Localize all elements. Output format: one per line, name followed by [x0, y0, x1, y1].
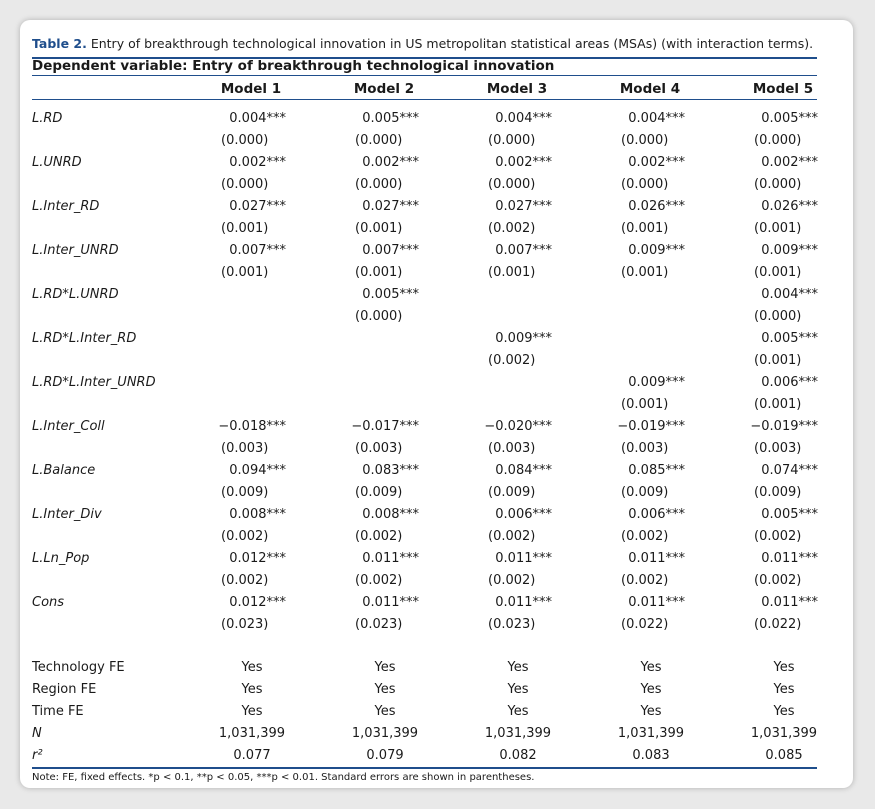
stat-cell: Yes — [640, 704, 662, 719]
std-error-cell: (0.000) — [355, 133, 403, 148]
std-error-cell: (0.002) — [488, 353, 536, 368]
std-error-cell: (0.009) — [621, 485, 669, 500]
std-error-cell: (0.009) — [754, 485, 802, 500]
std-error-cell: (0.023) — [355, 617, 403, 632]
header-rule — [32, 75, 817, 76]
std-error-cell: (0.009) — [488, 485, 536, 500]
coefficient-cell: 0.002*** — [628, 155, 685, 170]
stat-cell: Yes — [507, 704, 529, 719]
table-card — [20, 20, 853, 788]
row-label: L.Balance — [32, 463, 96, 478]
coefficient-cell: 0.005*** — [761, 507, 818, 522]
coefficient-cell: 0.011*** — [495, 551, 552, 566]
coefficient-cell: 0.009*** — [628, 243, 685, 258]
model-2-header: Model 2 — [353, 81, 415, 97]
row-label: L.RD*L.UNRD — [32, 287, 119, 302]
stat-cell: Yes — [773, 660, 795, 675]
coefficient-cell: 0.009*** — [761, 243, 818, 258]
coefficient-cell: 0.007*** — [229, 243, 286, 258]
std-error-cell: (0.003) — [355, 441, 403, 456]
std-error-cell: (0.022) — [621, 617, 669, 632]
coefficient-cell: 0.026*** — [761, 199, 818, 214]
std-error-cell: (0.002) — [621, 529, 669, 544]
stat-cell: 1,031,399 — [351, 726, 419, 741]
std-error-cell: (0.002) — [621, 573, 669, 588]
std-error-cell: (0.001) — [221, 221, 269, 236]
coefficient-cell: 0.012*** — [229, 595, 286, 610]
std-error-cell: (0.000) — [754, 133, 802, 148]
dependent-variable-label: Dependent variable: Entry of breakthrough technological innovation — [32, 58, 555, 74]
coefficient-cell: 0.011*** — [761, 551, 818, 566]
stat-cell: 0.079 — [366, 748, 404, 763]
stat-row-label: Technology FE — [32, 660, 125, 675]
coefficient-cell: 0.085*** — [628, 463, 685, 478]
coefficient-cell: −0.018*** — [218, 419, 286, 434]
coefficient-cell: 0.094*** — [229, 463, 286, 478]
stat-cell: 1,031,399 — [218, 726, 286, 741]
coefficient-cell: 0.002*** — [495, 155, 552, 170]
coefficient-cell: 0.011*** — [628, 595, 685, 610]
std-error-cell: (0.009) — [221, 485, 269, 500]
row-label: L.Inter_Div — [32, 507, 102, 522]
std-error-cell: (0.000) — [754, 177, 802, 192]
coefficient-cell: 0.083*** — [362, 463, 419, 478]
stat-row-label: N — [32, 726, 42, 741]
coefficient-cell: 0.007*** — [362, 243, 419, 258]
stat-cell: 1,031,399 — [484, 726, 552, 741]
std-error-cell: (0.001) — [754, 353, 802, 368]
coefficient-cell: 0.011*** — [761, 595, 818, 610]
coefficient-cell: 0.002*** — [229, 155, 286, 170]
stat-cell: Yes — [374, 682, 396, 697]
stat-row-label: r² — [32, 748, 43, 763]
table-label: Table 2. — [32, 36, 87, 51]
coefficient-cell: 0.011*** — [362, 551, 419, 566]
model-5-header: Model 5 — [752, 81, 814, 97]
std-error-cell: (0.000) — [355, 177, 403, 192]
coefficient-cell: 0.027*** — [229, 199, 286, 214]
std-error-cell: (0.022) — [754, 617, 802, 632]
stat-cell: 1,031,399 — [750, 726, 818, 741]
table-title — [32, 36, 813, 51]
stat-cell: Yes — [773, 704, 795, 719]
stat-cell: Yes — [241, 660, 263, 675]
table-caption: Entry of breakthrough technological innovation in US metropolitan statistical areas (MSAs) (with interaction terms). — [86, 36, 814, 51]
stat-cell: Yes — [241, 682, 263, 697]
stat-row-label: Region FE — [32, 682, 97, 697]
stat-cell: Yes — [773, 682, 795, 697]
stat-cell: Yes — [374, 660, 396, 675]
coefficient-cell: 0.027*** — [362, 199, 419, 214]
coefficient-cell: 0.006*** — [628, 507, 685, 522]
row-label: L.RD*L.Inter_UNRD — [32, 375, 156, 390]
std-error-cell: (0.003) — [754, 441, 802, 456]
coefficient-cell: −0.019*** — [750, 419, 818, 434]
table-note: Note: FE, fixed effects. *p < 0.1, **p < 0.05, ***p < 0.01. Standard errors are shown in parentheses. — [32, 772, 535, 783]
std-error-cell: (0.009) — [355, 485, 403, 500]
coefficient-cell: 0.005*** — [362, 111, 419, 126]
std-error-cell: (0.002) — [488, 529, 536, 544]
coefficient-cell: −0.017*** — [351, 419, 419, 434]
row-label: L.Inter_Coll — [32, 419, 105, 434]
coefficient-cell: 0.011*** — [362, 595, 419, 610]
std-error-cell: (0.001) — [221, 265, 269, 280]
bottom-rule — [32, 767, 817, 769]
std-error-cell: (0.000) — [621, 133, 669, 148]
std-error-cell: (0.001) — [754, 221, 802, 236]
std-error-cell: (0.000) — [488, 177, 536, 192]
std-error-cell: (0.003) — [221, 441, 269, 456]
header-bottom-rule — [32, 99, 817, 100]
std-error-cell: (0.000) — [488, 133, 536, 148]
coefficient-cell: 0.026*** — [628, 199, 685, 214]
std-error-cell: (0.001) — [355, 265, 403, 280]
std-error-cell: (0.003) — [621, 441, 669, 456]
stat-cell: Yes — [640, 682, 662, 697]
std-error-cell: (0.002) — [355, 529, 403, 544]
std-error-cell: (0.000) — [355, 309, 403, 324]
coefficient-cell: 0.005*** — [362, 287, 419, 302]
model-3-header: Model 3 — [486, 81, 548, 97]
std-error-cell: (0.002) — [754, 573, 802, 588]
std-error-cell: (0.001) — [754, 397, 802, 412]
std-error-cell: (0.002) — [488, 221, 536, 236]
coefficient-cell: 0.011*** — [628, 551, 685, 566]
stat-cell: 0.077 — [233, 748, 271, 763]
row-label: L.Inter_UNRD — [32, 243, 119, 258]
model-1-header: Model 1 — [220, 81, 282, 97]
coefficient-cell: 0.011*** — [495, 595, 552, 610]
stat-cell: Yes — [374, 704, 396, 719]
stat-row-label: Time FE — [32, 704, 84, 719]
std-error-cell: (0.000) — [221, 133, 269, 148]
coefficient-cell: 0.002*** — [362, 155, 419, 170]
coefficient-cell: 0.004*** — [761, 287, 818, 302]
std-error-cell: (0.001) — [488, 265, 536, 280]
stat-cell: 0.085 — [765, 748, 803, 763]
coefficient-cell: 0.006*** — [495, 507, 552, 522]
std-error-cell: (0.000) — [621, 177, 669, 192]
coefficient-cell: 0.004*** — [229, 111, 286, 126]
std-error-cell: (0.001) — [754, 265, 802, 280]
coefficient-cell: 0.006*** — [761, 375, 818, 390]
coefficient-cell: 0.084*** — [495, 463, 552, 478]
coefficient-cell: 0.004*** — [495, 111, 552, 126]
coefficient-cell: 0.009*** — [628, 375, 685, 390]
coefficient-cell: 0.009*** — [495, 331, 552, 346]
std-error-cell: (0.000) — [221, 177, 269, 192]
row-label: L.UNRD — [32, 155, 82, 170]
std-error-cell: (0.001) — [621, 265, 669, 280]
std-error-cell: (0.000) — [754, 309, 802, 324]
std-error-cell: (0.002) — [754, 529, 802, 544]
stat-cell: Yes — [640, 660, 662, 675]
coefficient-cell: 0.074*** — [761, 463, 818, 478]
stat-cell: 0.083 — [632, 748, 670, 763]
stat-cell: Yes — [507, 682, 529, 697]
std-error-cell: (0.001) — [621, 397, 669, 412]
coefficient-cell: −0.019*** — [617, 419, 685, 434]
stat-cell: 1,031,399 — [617, 726, 685, 741]
stat-cell: Yes — [507, 660, 529, 675]
row-label: L.Inter_RD — [32, 199, 100, 214]
std-error-cell: (0.001) — [621, 221, 669, 236]
coefficient-cell: 0.008*** — [362, 507, 419, 522]
std-error-cell: (0.023) — [488, 617, 536, 632]
coefficient-cell: 0.004*** — [628, 111, 685, 126]
std-error-cell: (0.002) — [221, 573, 269, 588]
coefficient-cell: 0.008*** — [229, 507, 286, 522]
std-error-cell: (0.023) — [221, 617, 269, 632]
coefficient-cell: 0.007*** — [495, 243, 552, 258]
model-4-header: Model 4 — [619, 81, 681, 97]
stat-cell: 0.082 — [499, 748, 537, 763]
std-error-cell: (0.002) — [355, 573, 403, 588]
std-error-cell: (0.003) — [488, 441, 536, 456]
row-label: L.RD*L.Inter_RD — [32, 331, 137, 346]
coefficient-cell: 0.027*** — [495, 199, 552, 214]
coefficient-cell: −0.020*** — [484, 419, 552, 434]
row-label: Cons — [32, 595, 65, 610]
std-error-cell: (0.001) — [355, 221, 403, 236]
coefficient-cell: 0.005*** — [761, 111, 818, 126]
coefficient-cell: 0.005*** — [761, 331, 818, 346]
coefficient-cell: 0.012*** — [229, 551, 286, 566]
coefficient-cell: 0.002*** — [761, 155, 818, 170]
std-error-cell: (0.002) — [488, 573, 536, 588]
row-label: L.Ln_Pop — [32, 551, 90, 566]
std-error-cell: (0.002) — [221, 529, 269, 544]
stat-cell: Yes — [241, 704, 263, 719]
row-label: L.RD — [32, 111, 63, 126]
